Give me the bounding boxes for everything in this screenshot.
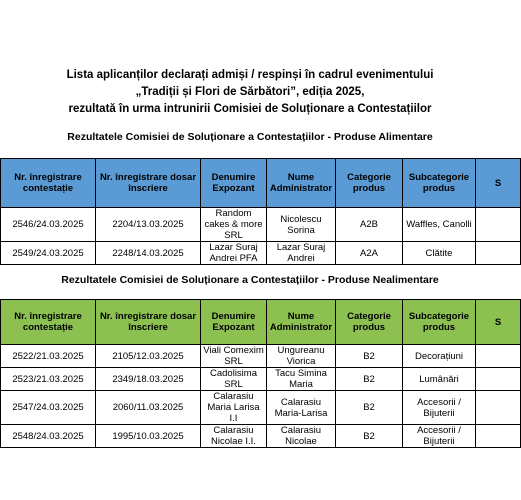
cell-subcategorie: Accesorii / Bijuterii [403,425,476,448]
table-nealimentare [0,299,521,448]
table-header-row [1,300,521,345]
cell-nr-contestatie: 2523/21.03.2025 [1,368,96,391]
cell-categorie: B2 [336,391,403,425]
cell-nr-dosar: 2349/18.03.2025 [96,368,201,391]
cell-denumire: Random cakes & more SRL [201,208,267,242]
table-alimentare [0,158,521,265]
cell-subcategorie: Waffles, Canolli [403,208,476,242]
cell-extra [476,425,521,448]
header-nume-admin: Nume Administrator [267,159,336,208]
header-subcategorie: Subcategorie produs [403,159,476,208]
header-denumire: Denumire Expozant [201,159,267,208]
document-title-line-3: rezultată în urma intrunirii Comisiei de Soluționare a Contestațiilor [68,103,432,115]
header-nume-admin: Nume Administrator [267,300,336,345]
table-row [1,242,521,265]
cell-extra [476,368,521,391]
cell-denumire: Calarasiu Nicolae I.I. [201,425,267,448]
table-row [1,208,521,242]
cell-nr-dosar: 2248/14.03.2025 [96,242,201,265]
header-extra: S [476,159,521,208]
cell-nume-admin: Lazar Suraj Andrei [267,242,336,265]
cell-categorie: B2 [336,425,403,448]
cell-nr-contestatie: 2546/24.03.2025 [1,208,96,242]
cell-denumire: Lazar Suraj Andrei PFA [201,242,267,265]
cell-subcategorie: Clătite [403,242,476,265]
section-heading-nealimentare: Rezultatele Comisiei de Soluționare a Contestațiilor - Produse Nealimentare [61,274,439,286]
header-subcategorie: Subcategorie produs [403,300,476,345]
cell-nume-admin: Calarasiu Maria-Larisa [267,391,336,425]
cell-nr-dosar: 2204/13.03.2025 [96,208,201,242]
header-categorie: Categorie produs [336,159,403,208]
document-title-line-2: „Tradiții și Flori de Sărbători”, ediția 2025, [135,86,365,98]
cell-subcategorie: Lumânări [403,368,476,391]
cell-nr-contestatie: 2547/24.03.2025 [1,391,96,425]
cell-nr-contestatie: 2522/21.03.2025 [1,345,96,368]
document-title-line-1: Lista aplicanților declarați admiși / respinși în cadrul evenimentului [66,69,434,81]
header-nr-contestatie: Nr. înregistrare contestație [1,300,96,345]
cell-nr-dosar: 1995/10.03.2025 [96,425,201,448]
section-heading-alimentare: Rezultatele Comisiei de Soluționare a Contestațiilor - Produse Alimentare [67,131,433,143]
cell-nr-dosar: 2105/12.03.2025 [96,345,201,368]
cell-extra [476,345,521,368]
cell-subcategorie: Decorațiuni [403,345,476,368]
cell-nr-dosar: 2060/11.03.2025 [96,391,201,425]
cell-extra [476,208,521,242]
cell-categorie: B2 [336,368,403,391]
cell-extra [476,391,521,425]
cell-nume-admin: Tacu Simina Maria [267,368,336,391]
header-nr-contestatie: Nr. înregistrare contestație [1,159,96,208]
table-row [1,368,521,391]
cell-categorie: A2A [336,242,403,265]
cell-denumire: Viali Comexim SRL [201,345,267,368]
header-denumire: Denumire Expozant [201,300,267,345]
cell-nume-admin: Nicolescu Sorina [267,208,336,242]
cell-subcategorie: Accesorii / Bijuterii [403,391,476,425]
cell-denumire: Cadolisima SRL [201,368,267,391]
cell-nr-contestatie: 2549/24.03.2025 [1,242,96,265]
header-nr-dosar: Nr. înregistrare dosar înscriere [96,159,201,208]
table-row [1,345,521,368]
cell-nume-admin: Calarasiu Nicolae [267,425,336,448]
cell-categorie: A2B [336,208,403,242]
table-row [1,425,521,448]
table-header-row [1,159,521,208]
header-extra: S [476,300,521,345]
cell-nr-contestatie: 2548/24.03.2025 [1,425,96,448]
table-row [1,391,521,425]
header-nr-dosar: Nr. înregistrare dosar înscriere [96,300,201,345]
cell-categorie: B2 [336,345,403,368]
cell-extra [476,242,521,265]
cell-denumire: Calarasiu Maria Larisa I.I [201,391,267,425]
header-categorie: Categorie produs [336,300,403,345]
cell-nume-admin: Ungureanu Viorica [267,345,336,368]
